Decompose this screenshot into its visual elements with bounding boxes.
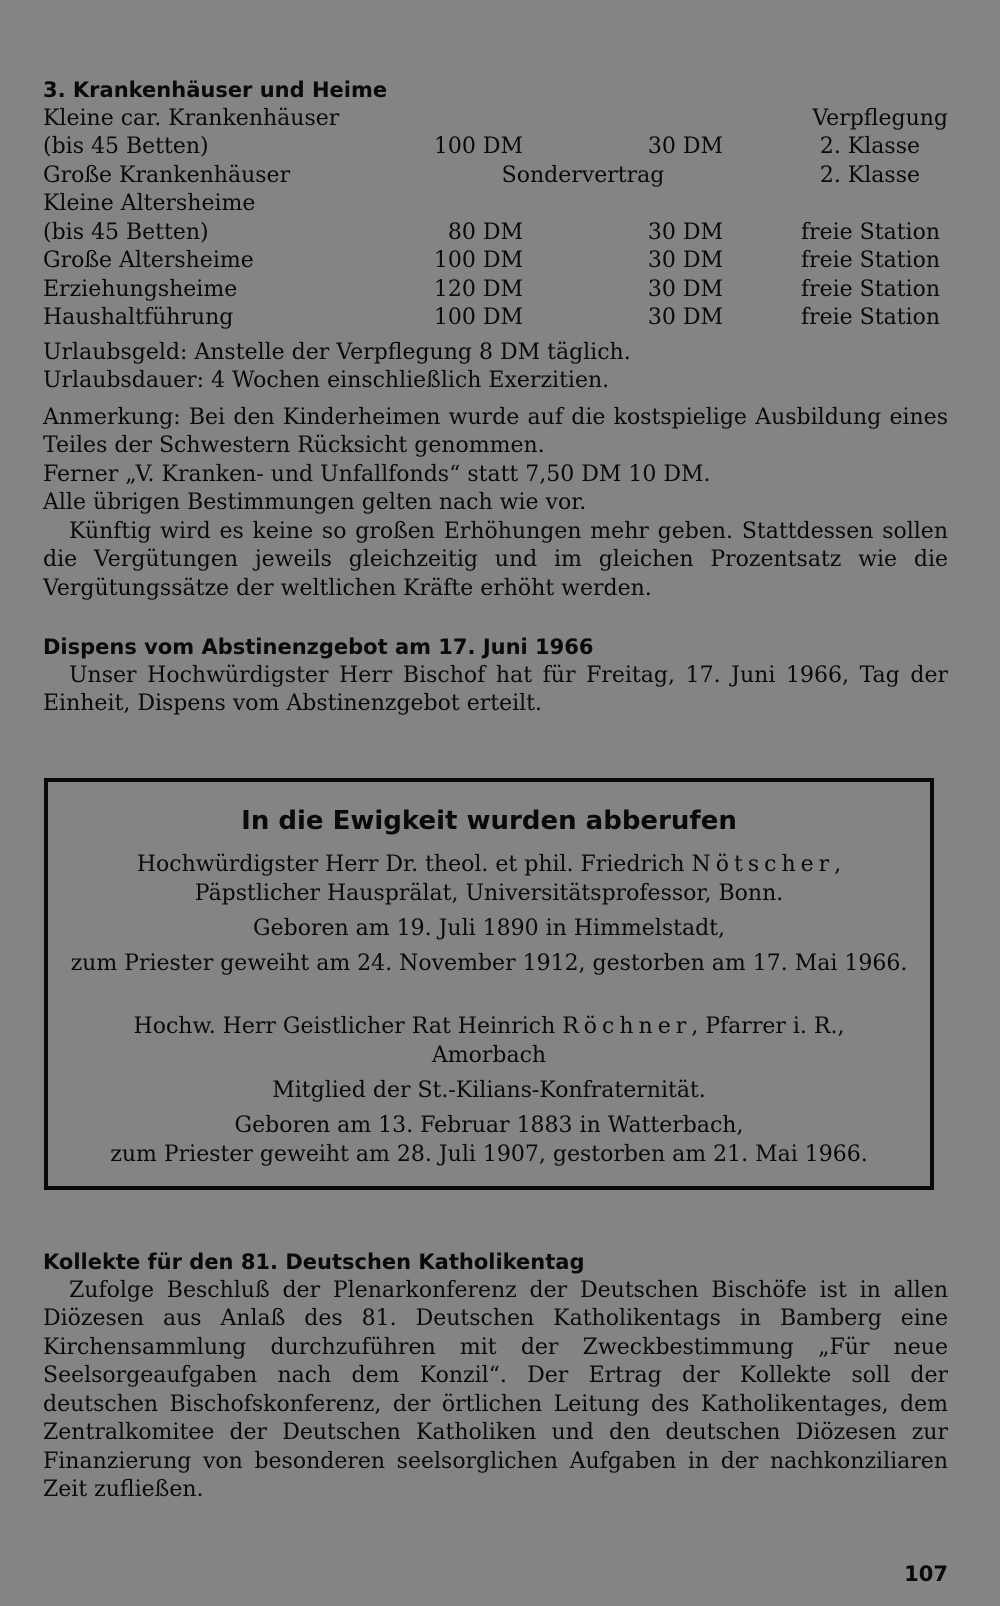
person1-line4: zum Priester geweiht am 24. November 1912, gestorben am 17. Mai 1966. — [70, 951, 908, 976]
row-label: Haushaltführung — [43, 305, 234, 330]
rate-value: 80 DM — [447, 219, 523, 245]
obituary-title: In die Ewigkeit wurden abberufen — [241, 806, 737, 836]
anmerkung-text: Anmerkung: Bei den Kinderheimen wurde auf die kostspielige Ausbildung eines Teiles der Schwestern Rücksicht genommen. — [43, 404, 948, 458]
rate-value: freie Station — [800, 248, 940, 273]
table-row — [43, 247, 948, 276]
rate-value: freie Station — [800, 305, 940, 330]
header-verpflegung: Verpflegung — [812, 105, 948, 131]
rate-value: 100 DM — [433, 134, 523, 159]
rate-value: 30 DM — [647, 248, 723, 273]
rate-value: 2. Klasse — [819, 162, 920, 188]
merged-value: Sondervertrag — [501, 162, 665, 188]
rate-value: 2. Klasse — [819, 134, 920, 159]
rate-value: freie Station — [800, 219, 940, 245]
person2-line5: zum Priester geweiht am 28. Juli 1907, gestorben am 21. Mai 1966. — [110, 1142, 868, 1167]
obituary-box — [44, 778, 934, 1190]
obituary-person-2 — [48, 1012, 930, 1169]
ferner-text: Ferner „V. Kranken- und Unfallfonds“ statt 7,50 DM 10 DM. — [43, 461, 711, 487]
obituary-person-1 — [48, 850, 930, 978]
rate-value: 120 DM — [433, 276, 523, 302]
rate-value: 100 DM — [433, 248, 523, 273]
kollekte-heading: Kollekte für den 81. Deutschen Katholikentag — [43, 1250, 585, 1274]
row-label: Große Altersheime — [43, 248, 254, 273]
row-label: (bis 45 Betten) — [43, 219, 209, 245]
table-row — [43, 219, 948, 248]
person1-line2: Päpstlicher Hausprälat, Universitätsprofessor, Bonn. — [194, 881, 784, 906]
row-label: Kleine car. Krankenhäuser — [43, 105, 340, 131]
dispens-text: Unser Hochwürdigster Herr Bischof hat für Freitag, 17. Juni 1966, Tag der Einheit, Dispens vom Abstinenzgebot erteilt. — [43, 662, 948, 716]
kollekte-section — [43, 1248, 948, 1505]
rate-value: 30 DM — [647, 276, 723, 302]
row-label: (bis 45 Betten) — [43, 134, 209, 159]
page-content — [43, 76, 948, 719]
rate-value: 30 DM — [647, 134, 723, 159]
hospitals-heading: 3. Krankenhäuser und Heime — [43, 78, 388, 102]
rate-value: 30 DM — [647, 219, 723, 245]
rate-value: freie Station — [800, 276, 940, 302]
table-row — [43, 304, 948, 333]
rates-table — [43, 105, 948, 333]
table-row — [43, 133, 948, 162]
rate-value: 30 DM — [647, 305, 723, 330]
person2-name: Röchner — [562, 1014, 692, 1039]
page-number: 107 — [904, 1562, 948, 1586]
person2-line3: Mitglied der St.-Kilians-Konfraternität. — [272, 1078, 706, 1103]
dispens-heading: Dispens vom Abstinenzgebot am 17. Juni 1966 — [43, 635, 594, 659]
row-label: Kleine Altersheime — [43, 191, 256, 216]
urlaubsgeld-text: Urlaubsgeld: Anstelle der Verpflegung 8 DM täglich. — [43, 339, 631, 365]
row-label: Große Krankenhäuser — [43, 162, 291, 188]
person1-name: Nötscher — [691, 852, 835, 877]
person1-line3: Geboren am 19. Juli 1890 in Himmelstadt, — [253, 916, 725, 941]
rate-value: 100 DM — [433, 305, 523, 330]
person2-line1: Hochw. Herr Geistlicher Rat Heinrich Röchner, Pfarrer i. R., — [133, 1014, 845, 1039]
person2-line2: Amorbach — [431, 1043, 547, 1068]
alle-text: Alle übrigen Bestimmungen gelten nach wie vor. — [43, 490, 587, 515]
table-row — [43, 276, 948, 305]
person1-line1: Hochwürdigster Herr Dr. theol. et phil. Friedrich Nötscher, — [136, 852, 842, 877]
kollekte-text: Zufolge Beschluß der Plenarkonferenz der Deutschen Bischöfe ist in allen Diözesen aus Anlaß des 81. Deutschen Katholikentags in Bamberg eine Kirchensammlung durchzuführen mit der Zweckbestimmung „Für neue Seelsorgeaufgaben nach dem Konzil“. Der Ertrag der Kollekte soll der deutschen Bischofskonferenz, der örtlichen Leitung des Katholikentages, dem Zentralkomitee der Deutschen Katholiken und den deutschen Diözesen zur Finanzierung von besonderen seelsorglichen Aufgaben in der nachkonziliaren Zeit zufließen. — [43, 1277, 948, 1502]
urlaubsdauer-text: Urlaubsdauer: 4 Wochen einschließlich Exerzitien. — [43, 368, 610, 393]
person2-line4: Geboren am 13. Februar 1883 in Watterbach, — [234, 1113, 744, 1138]
table-row — [43, 162, 948, 191]
row-label: Erziehungsheime — [43, 276, 238, 302]
table-row — [43, 105, 948, 134]
table-row — [43, 190, 948, 219]
kuenftig-text: Künftig wird es keine so großen Erhöhungen mehr geben. Stattdessen sollen die Vergütungen jeweils gleichzeitig und im gleichen Prozentsatz wie die Vergütungssätze der weltlichen Kräfte erhöht werden. — [43, 518, 948, 601]
